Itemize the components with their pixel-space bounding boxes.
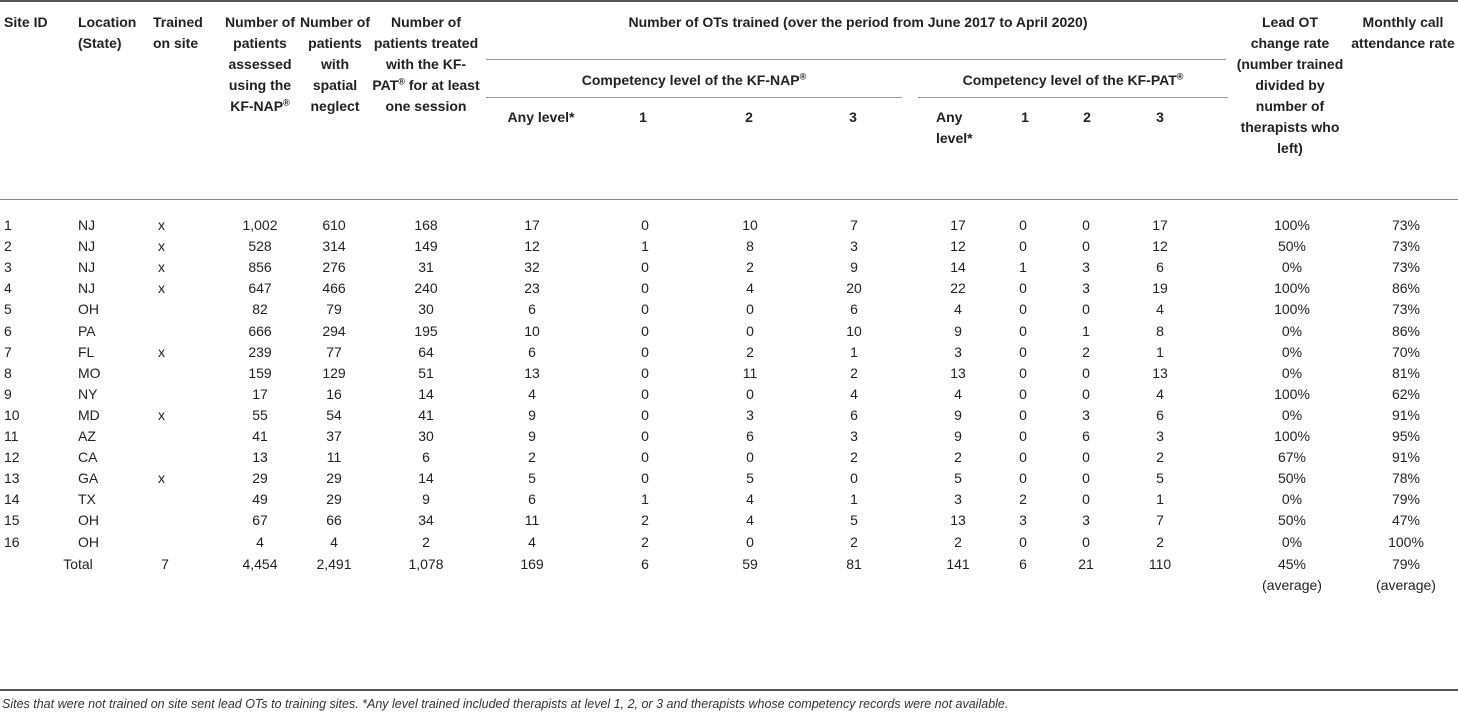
table-cell: 6 <box>850 301 858 318</box>
header-pat-any: Any level* <box>936 109 973 146</box>
table-cell: NY <box>78 385 98 402</box>
table-cell: 11 <box>4 428 19 444</box>
total-cell: 1,078 <box>408 555 444 572</box>
table-cell: 0% <box>1281 364 1303 381</box>
table-cell: 0 <box>746 385 754 402</box>
table-cell: 55 <box>252 406 268 423</box>
header-rule <box>0 199 1458 200</box>
table-cell: 9 <box>850 259 858 276</box>
table-cell: 0 <box>746 449 754 466</box>
table-cell: 647 <box>248 280 272 297</box>
table-cell: 51 <box>418 364 434 381</box>
table-cell: 30 <box>418 301 434 318</box>
table-cell: 239 <box>248 343 272 360</box>
table-cell: 2 <box>528 449 536 466</box>
table-cell: NJ <box>78 238 96 255</box>
table-cell: 9 <box>528 406 536 423</box>
table-cell: 34 <box>418 512 434 529</box>
table-cell: x <box>158 217 165 233</box>
table-cell: 0 <box>1019 385 1027 402</box>
total-cell: 141 <box>946 555 970 572</box>
table-cell: 17 <box>1152 217 1168 233</box>
header-nap-any: Any level* <box>507 109 575 125</box>
table-cell: 0 <box>1082 217 1090 233</box>
table-cell: 81% <box>1391 364 1421 381</box>
total-cell: 7 <box>161 555 169 572</box>
table-cell: 16 <box>4 533 20 550</box>
table-cell: x <box>158 406 165 423</box>
bottom-rule <box>0 689 1458 691</box>
table-cell: 41 <box>418 406 434 423</box>
table-cell: 2 <box>850 449 858 466</box>
table-cell: 91% <box>1391 406 1421 423</box>
total-cell: 79% <box>1391 555 1421 572</box>
table-cell: 7 <box>1156 512 1164 529</box>
table-cell: 12 <box>4 449 20 466</box>
table-cell: 3 <box>850 428 858 444</box>
table-cell: 100% <box>1274 385 1310 402</box>
table-cell: 17 <box>950 217 966 233</box>
table-cell: x <box>158 238 165 255</box>
table-cell: 100% <box>1274 280 1310 297</box>
table-cell: 6 <box>1156 406 1164 423</box>
table-cell: 666 <box>248 322 272 339</box>
table-cell: 0 <box>1019 301 1027 318</box>
table-cell: 2 <box>1082 343 1090 360</box>
table-cell: 50% <box>1277 470 1307 487</box>
total-cell: 169 <box>520 555 544 572</box>
total-cell: 59 <box>742 555 758 572</box>
table-cell: 0 <box>1019 280 1027 297</box>
table-cell: 49 <box>252 491 268 508</box>
table-cell: 73% <box>1391 217 1421 233</box>
table-cell: 2 <box>746 259 754 276</box>
table-cell: 14 <box>418 385 434 402</box>
table-cell: 2 <box>1156 533 1164 550</box>
table-cell: NJ <box>78 259 96 276</box>
table-cell: 91% <box>1391 449 1421 466</box>
table-cell: 0 <box>641 280 649 297</box>
table-cell: 12 <box>950 238 966 255</box>
table-cell: 1 <box>641 238 649 255</box>
table-cell: 9 <box>954 428 962 444</box>
table-cell: 5 <box>4 301 12 318</box>
table-cell: 466 <box>322 280 346 297</box>
table-cell: 5 <box>1156 470 1164 487</box>
table-cell: OH <box>78 301 99 318</box>
table-cell: 0 <box>746 301 754 318</box>
table-cell: 13 <box>252 449 268 466</box>
table-cell: 7 <box>4 343 12 360</box>
table-cell: 2 <box>422 533 430 550</box>
table-cell: 0% <box>1281 322 1303 339</box>
table-cell: 0 <box>1082 364 1090 381</box>
table-cell: 5 <box>954 470 962 487</box>
table-cell: 4 <box>528 533 536 550</box>
table-cell: 528 <box>248 238 272 255</box>
table-cell: 9 <box>954 322 962 339</box>
table-cell: 50% <box>1277 512 1307 529</box>
table-cell: 610 <box>322 217 346 233</box>
header-lead-ot: Lead OT change rate (number trained divided by number of therapists who left) <box>1236 14 1344 156</box>
table-cell: 100% <box>1388 533 1424 550</box>
table-cell: 0 <box>1019 533 1027 550</box>
table-cell: AZ <box>78 428 96 444</box>
table-cell: 0 <box>1082 533 1090 550</box>
table-cell: 1 <box>1019 259 1027 276</box>
table-cell: 47% <box>1391 512 1421 529</box>
table-cell: 8 <box>4 364 12 381</box>
table-cell: 0 <box>1019 470 1027 487</box>
table-cell: 70% <box>1391 343 1421 360</box>
table-cell: 6 <box>528 343 536 360</box>
table-cell: 0% <box>1281 406 1303 423</box>
total-lead-note: (average) <box>1262 576 1322 593</box>
table-cell: 50% <box>1277 238 1307 255</box>
table-cell: x <box>158 259 165 276</box>
table-cell: 67% <box>1277 449 1307 466</box>
table-cell: 4 <box>850 385 858 402</box>
table-cell: PA <box>78 322 96 339</box>
table-cell: TX <box>78 491 96 508</box>
header-nap-3: 3 <box>849 109 857 125</box>
table-cell: 2 <box>641 512 649 529</box>
table-cell: 78% <box>1391 470 1421 487</box>
table-cell: 77 <box>326 343 342 360</box>
total-cell: 6 <box>1019 555 1027 572</box>
pat-group-rule <box>918 97 1228 98</box>
table-cell: 86% <box>1391 280 1421 297</box>
table-cell: 0 <box>1019 364 1027 381</box>
table-cell: 2 <box>1019 491 1027 508</box>
table-cell: 31 <box>418 259 434 276</box>
table-cell: 0 <box>1082 491 1090 508</box>
table-cell: 0% <box>1281 533 1303 550</box>
table-cell: 0% <box>1281 343 1303 360</box>
table-cell: 13 <box>950 512 966 529</box>
table-cell: 6 <box>1082 428 1090 444</box>
table-cell: 314 <box>322 238 346 255</box>
table-cell: 294 <box>322 322 346 339</box>
table-cell: 79 <box>326 301 342 318</box>
header-pat-2: 2 <box>1083 109 1091 125</box>
table-cell: 0 <box>1082 238 1090 255</box>
table-cell: 13 <box>524 364 540 381</box>
table-cell: 10 <box>4 406 20 423</box>
table-cell: 0 <box>1019 449 1027 466</box>
table-cell: 22 <box>950 280 966 297</box>
table-cell: 11 <box>326 449 342 466</box>
table-cell: 5 <box>850 512 858 529</box>
table-cell: 12 <box>524 238 540 255</box>
total-cell: 4,454 <box>242 555 278 572</box>
table-cell: 0 <box>1019 343 1027 360</box>
table-cell: 195 <box>414 322 438 339</box>
table-cell: 11 <box>742 364 758 381</box>
table-cell: 3 <box>1082 280 1090 297</box>
table-cell: 2 <box>746 343 754 360</box>
table-cell: 19 <box>1152 280 1168 297</box>
table-cell: 6 <box>528 301 536 318</box>
table-cell: NJ <box>78 217 96 233</box>
table-cell: 8 <box>1156 322 1164 339</box>
header-trained: Trained on site <box>153 14 203 51</box>
total-cell: 81 <box>846 555 862 572</box>
table-cell: MO <box>78 364 101 381</box>
header-site-id: Site ID <box>4 14 48 30</box>
table-cell: 4 <box>256 533 264 550</box>
total-cell: 6 <box>641 555 649 572</box>
table-cell: 13 <box>950 364 966 381</box>
table-cell: 17 <box>252 385 268 402</box>
header-nap-1: 1 <box>639 109 647 125</box>
table-cell: x <box>158 343 165 360</box>
table-cell: 1,002 <box>242 217 278 233</box>
table-cell: 149 <box>414 238 438 255</box>
table-cell: 0 <box>641 385 649 402</box>
table-cell: 6 <box>746 428 754 444</box>
table-cell: 0 <box>1082 449 1090 466</box>
total-cell: 45% <box>1277 555 1307 572</box>
table-cell: 2 <box>850 533 858 550</box>
table-cell: 41 <box>252 428 268 444</box>
table-cell: 7 <box>850 217 858 233</box>
table-cell: 0% <box>1281 491 1303 508</box>
table-cell: 240 <box>414 280 438 297</box>
table-cell: 0 <box>1019 322 1027 339</box>
table-cell: 3 <box>954 491 962 508</box>
total-cell: 110 <box>1148 555 1172 572</box>
table-cell: 4 <box>954 385 962 402</box>
header-nap-group: Competency level of the KF-NAP® <box>581 71 807 88</box>
table-cell: 168 <box>414 217 438 233</box>
table-cell: 32 <box>524 259 540 276</box>
table-cell: GA <box>78 470 99 487</box>
table-cell: 3 <box>1082 512 1090 529</box>
table-cell: 9 <box>528 428 536 444</box>
table-cell: 276 <box>322 259 346 276</box>
table-cell: 16 <box>326 385 342 402</box>
table-cell: 0 <box>1019 428 1027 444</box>
header-monthly: Monthly call attendance rate <box>1351 14 1455 51</box>
table-cell: 1 <box>850 343 858 360</box>
table-cell: 73% <box>1391 238 1421 255</box>
table-cell: 6 <box>4 322 12 339</box>
table-cell: 3 <box>954 343 962 360</box>
table-cell: 17 <box>524 217 540 233</box>
table-cell: 100% <box>1274 301 1310 318</box>
table-cell: 37 <box>326 428 342 444</box>
header-pat-3: 3 <box>1156 109 1164 125</box>
header-nap-2: 2 <box>745 109 753 125</box>
table-cell: x <box>158 280 165 297</box>
table-cell: 1 <box>1082 322 1090 339</box>
table-cell: 29 <box>252 470 268 487</box>
table-cell: CA <box>78 449 98 466</box>
table-cell: 100% <box>1274 217 1310 233</box>
table-cell: 95% <box>1391 428 1421 444</box>
nap-group-rule <box>486 97 902 98</box>
table-cell: 13 <box>1152 364 1168 381</box>
table-cell: 15 <box>4 512 20 529</box>
table-cell: 0 <box>641 470 649 487</box>
table-cell: 23 <box>524 280 540 297</box>
table-cell: 0 <box>641 343 649 360</box>
table-cell: 0 <box>641 428 649 444</box>
table-cell: 4 <box>4 280 12 297</box>
table-cell: 13 <box>4 470 20 487</box>
table-cell: 9 <box>954 406 962 423</box>
header-neglect: Number of patients with spatial neglect <box>300 14 370 114</box>
table-cell: 73% <box>1391 259 1421 276</box>
table-cell: 2 <box>641 533 649 550</box>
table-cell: 1 <box>850 491 858 508</box>
table-cell: 0 <box>1082 470 1090 487</box>
table-cell: 0 <box>641 301 649 318</box>
table-cell: 0 <box>1019 406 1027 423</box>
table-cell: FL <box>78 343 95 360</box>
table-cell: 20 <box>846 280 862 297</box>
table-cell: 14 <box>4 491 20 508</box>
table-cell: 30 <box>418 428 434 444</box>
table-cell: 4 <box>954 301 962 318</box>
table-cell: OH <box>78 512 99 529</box>
table-cell: 86% <box>1391 322 1421 339</box>
table-cell: 4 <box>1156 385 1164 402</box>
table-cell: 82 <box>252 301 268 318</box>
footnote: Sites that were not trained on site sent lead OTs to training sites. *Any level trained included therapists at level 1, 2, or 3 and therapists whose competency records were not available. <box>2 697 1009 711</box>
table-cell: 4 <box>746 280 754 297</box>
header-assessed: Number of patients assessed using the KF-NAP® <box>225 14 295 114</box>
table-cell: 1 <box>1156 343 1164 360</box>
table-cell: 0 <box>641 259 649 276</box>
table-cell: 0% <box>1281 259 1303 276</box>
table-cell: 129 <box>322 364 346 381</box>
table-cell: 54 <box>326 406 342 423</box>
table-cell: 0 <box>641 364 649 381</box>
table-cell: 9 <box>422 491 430 508</box>
table-cell: 1 <box>1156 491 1164 508</box>
table-cell: 3 <box>1082 406 1090 423</box>
table-cell: 2 <box>954 449 962 466</box>
table-cell: 12 <box>1152 238 1168 255</box>
total-label: Total <box>63 555 93 572</box>
table-cell: 0 <box>641 406 649 423</box>
table-cell: 10 <box>742 217 758 233</box>
table-cell: 14 <box>950 259 966 276</box>
table-cell: 62% <box>1391 385 1421 402</box>
table-cell: 9 <box>4 385 12 402</box>
table-cell: 3 <box>4 259 12 276</box>
table-cell: 8 <box>746 238 754 255</box>
table-cell: 3 <box>1019 512 1027 529</box>
table-cell: 4 <box>528 385 536 402</box>
table-cell: 3 <box>850 238 858 255</box>
table-cell: 6 <box>1156 259 1164 276</box>
table-cell: 0 <box>1019 217 1027 233</box>
table-cell: 2 <box>1156 449 1164 466</box>
table-cell: 67 <box>252 512 268 529</box>
table-cell: 0 <box>1082 385 1090 402</box>
table-cell: 6 <box>422 449 430 466</box>
top-rule <box>0 0 1458 2</box>
table-cell: 4 <box>746 491 754 508</box>
table-cell: 29 <box>326 470 342 487</box>
header-pat-group: Competency level of the KF-PAT® <box>962 71 1184 88</box>
table-cell: 14 <box>418 470 434 487</box>
table-cell: 5 <box>528 470 536 487</box>
table-cell: 856 <box>248 259 272 276</box>
ots-group-rule <box>486 59 1226 60</box>
table-cell: 11 <box>524 512 540 529</box>
table-cell: 4 <box>330 533 338 550</box>
table-cell: 2 <box>4 238 12 255</box>
table-cell: 1 <box>641 491 649 508</box>
table-cell: 0 <box>746 533 754 550</box>
table-cell: 29 <box>326 491 342 508</box>
table-cell: 3 <box>1082 259 1090 276</box>
table-cell: 2 <box>954 533 962 550</box>
table-cell: 79% <box>1391 491 1421 508</box>
table-cell: 3 <box>1156 428 1164 444</box>
table-cell: 159 <box>248 364 272 381</box>
table-cell: OH <box>78 533 99 550</box>
table-cell: 6 <box>850 406 858 423</box>
header-treated: Number of patients treated with the KF-PAT® for at least one session <box>372 14 480 114</box>
total-cell: 21 <box>1078 555 1094 572</box>
header-ots-group: Number of OTs trained (over the period from June 2017 to April 2020) <box>628 14 1088 30</box>
total-cell: 2,491 <box>316 555 352 572</box>
table-cell: 0 <box>641 322 649 339</box>
table-cell: 5 <box>746 470 754 487</box>
table-cell: 10 <box>846 322 862 339</box>
table-cell: 0 <box>746 322 754 339</box>
table-cell: 100% <box>1274 428 1310 444</box>
table-cell: 0 <box>1019 238 1027 255</box>
table-cell: MD <box>78 406 100 423</box>
table-cell: 73% <box>1391 301 1421 318</box>
header-pat-1: 1 <box>1021 109 1029 125</box>
table-cell: 0 <box>1082 301 1090 318</box>
header-location: Location (State) <box>78 14 137 51</box>
table-cell: 2 <box>850 364 858 381</box>
table-cell: NJ <box>78 280 96 297</box>
table-cell: 3 <box>746 406 754 423</box>
table-cell: 0 <box>850 470 858 487</box>
table-cell: 64 <box>418 343 434 360</box>
table-cell: 4 <box>1156 301 1164 318</box>
total-monthly-note: (average) <box>1376 576 1436 593</box>
table-cell: 6 <box>528 491 536 508</box>
table-cell: 0 <box>641 217 649 233</box>
table-cell: x <box>158 470 165 487</box>
table-cell: 0 <box>641 449 649 466</box>
table-cell: 4 <box>746 512 754 529</box>
table-cell: 66 <box>326 512 342 529</box>
table-cell: 1 <box>4 217 12 233</box>
table-cell: 10 <box>524 322 540 339</box>
